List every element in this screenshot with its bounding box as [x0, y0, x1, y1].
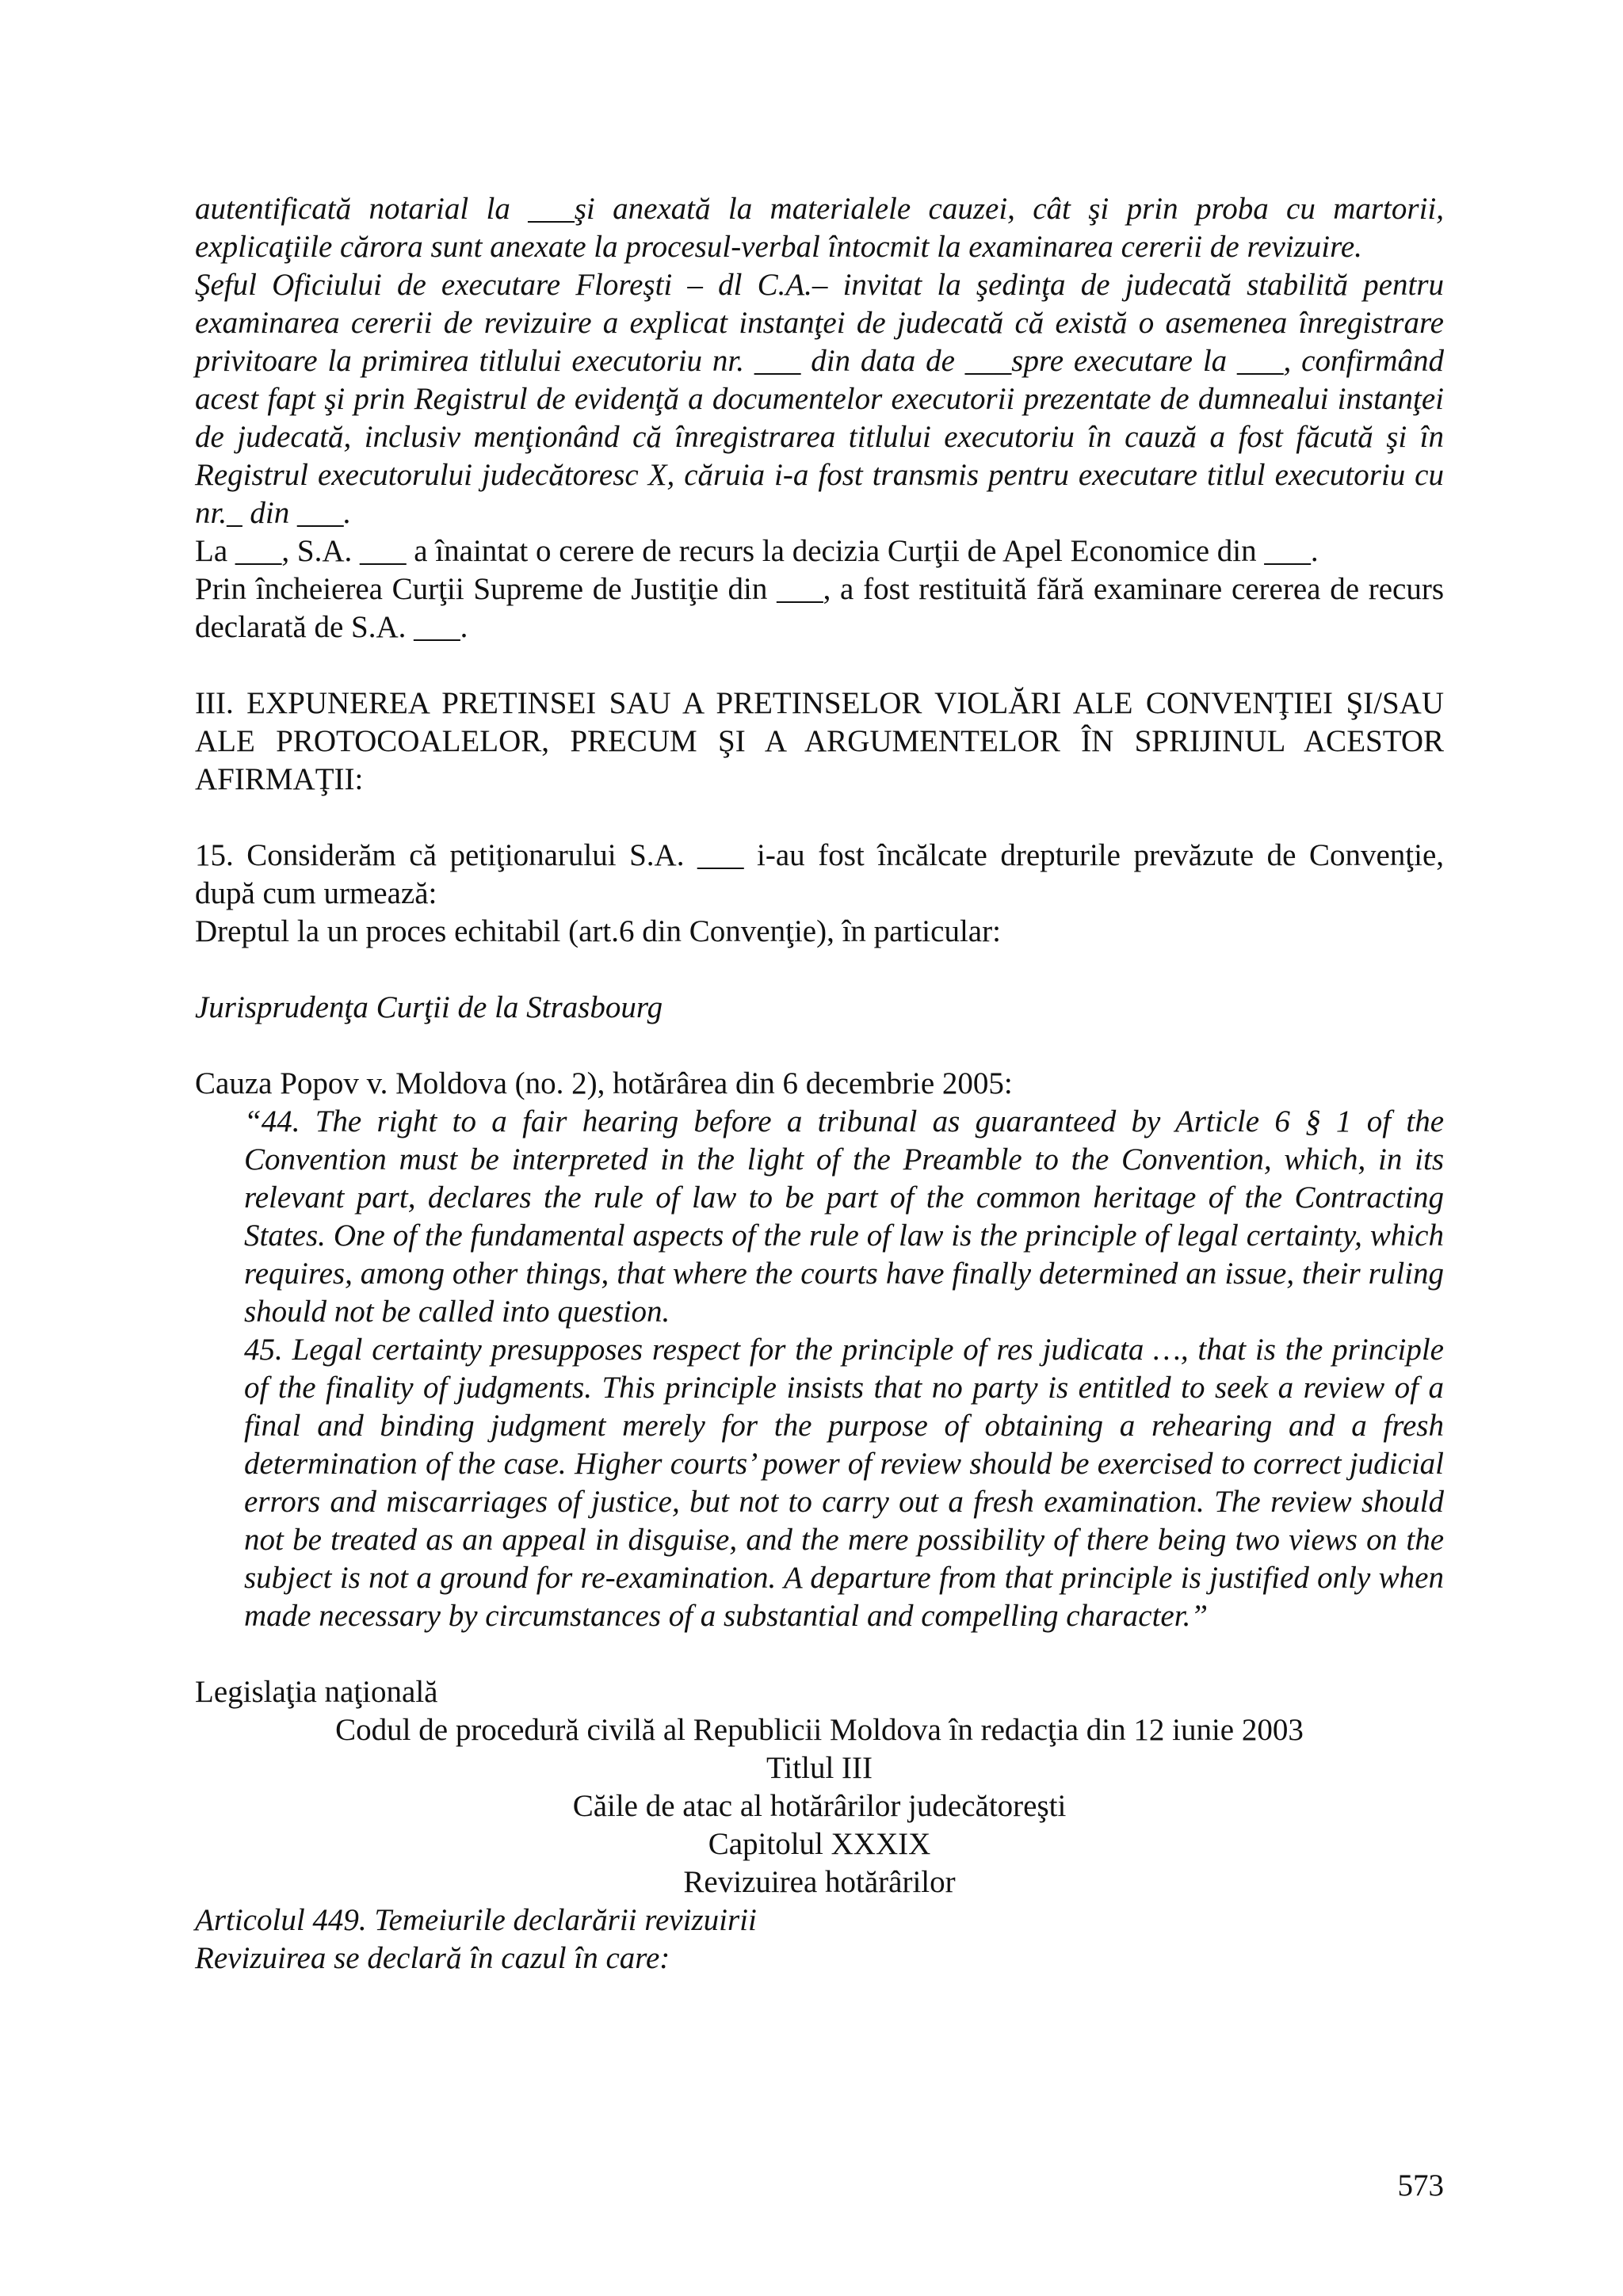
quote-paragraph-44: “44. The right to a fair hearing before a tribunal as guaranteed by Article 6 § 1 of the Convention must be interpreted in the light of the Preamble to the Convention, which, in its relevant part, declares the rule of law to be part of the common heritage of the Contracting States. One of the fundamental aspects of the rule of law is the principle of legal certainty, which requires, among other things, that where the courts have finally determined an issue, their ruling should not be called into question.: [244, 1104, 1444, 1329]
article-intro: Revizuirea se declară în cazul în care:: [195, 1941, 670, 1975]
paragraph-notarial-evidence: autentificată notarial la ___şi anexată la materialele cauzei, cât şi prin proba cu martorii, explicaţiile cărora sunt anexate la procesul-verbal întocmit la examinarea cererii de revizuire.: [195, 192, 1444, 264]
national-legislation-heading: Legislaţia naţională: [195, 1675, 438, 1709]
spacer: [195, 1027, 1444, 1065]
paragraph-point-15: 15. Considerăm că petiţionarului S.A. ___ i-au fost încălcate drepturile prevăzute de Convenţie, după cum urmează:: [195, 838, 1444, 910]
article-heading: Articolul 449. Temeiurile declarării revizuirii: [195, 1903, 757, 1937]
code-title: Codul de procedură civilă al Republicii Moldova în redacţia din 12 iunie 2003: [335, 1713, 1304, 1747]
title-name: Căile de atac al hotărârilor judecătoreşti: [572, 1789, 1067, 1823]
jurisprudence-heading: Jurisprudenţa Curţii de la Strasbourg: [195, 990, 663, 1024]
spacer: [195, 951, 1444, 989]
spacer: [195, 646, 1444, 685]
paragraph-fair-trial-right: Dreptul la un proces echitabil (art.6 din Convenţie), în particular:: [195, 914, 1001, 948]
title-label: Titlul III: [766, 1751, 873, 1785]
case-title: Cauza Popov v. Moldova (no. 2), hotărârea din 6 decembrie 2005:: [195, 1066, 1013, 1100]
spacer: [195, 1635, 1444, 1673]
spacer: [195, 799, 1444, 837]
paragraph-appeal-filed: La ___, S.A. ___ a înaintat o cerere de recurs la decizia Curţii de Apel Economice din ___.: [195, 534, 1319, 568]
page-number: 573: [1397, 2168, 1444, 2203]
chapter-label: Capitolul XXXIX: [708, 1827, 931, 1861]
paragraph-appeal-returned: Prin încheierea Curţii Supreme de Justiţie din ___, a fost restituită fără examinare cererea de recurs declarată de S.A. ___.: [195, 572, 1444, 644]
paragraph-bailiff-explanation: Şeful Oficiului de executare Floreşti – dl C.A.– invitat la şedinţa de judecată stabilită pentru examinarea cererii de revizuire a explicat instanţei de judecată că există o asemenea înregistrare privitoare la primirea titlului executoriu nr. ___ din data de ___spre executare la ___, confirmând acest fapt şi prin Registrul de evidenţă a documentelor executorii prezentate de dumnealui instanţei de judecată, inclusiv menţionând că înregistrarea titlului executoriu în cauză a fost făcută şi în Registrul executorului judecătoresc X, căruia i-a fost transmis pentru executare titlul executoriu cu nr._ din ___.: [195, 268, 1444, 530]
document-page: [195, 190, 1444, 1978]
quote-paragraph-45: 45. Legal certainty presupposes respect for the principle of res judicata …, that is the principle of the finality of judgments. This principle insists that no party is entitled to seek a review of a final and binding judgment merely for the purpose of obtaining a rehearing and a fresh determination of the case. Higher courts’ power of review should be exercised to correct judicial errors and miscarriages of justice, but not to carry out a fresh examination. The review should not be treated as an appeal in disguise, and the mere possibility of there being two views on the subject is not a ground for re-examination. A departure from that principle is justified only when made necessary by circumstances of a substantial and compelling character.”: [244, 1333, 1444, 1633]
section-heading: III. EXPUNEREA PRETINSEI SAU A PRETINSELOR VIOLĂRI ALE CONVENŢIEI ŞI/SAU ALE PROTOCOALELOR, PRECUM ŞI A ARGUMENTELOR ÎN SPRIJINUL ACESTOR AFIRMAŢII:: [195, 686, 1444, 796]
chapter-name: Revizuirea hotărârilor: [683, 1865, 956, 1899]
